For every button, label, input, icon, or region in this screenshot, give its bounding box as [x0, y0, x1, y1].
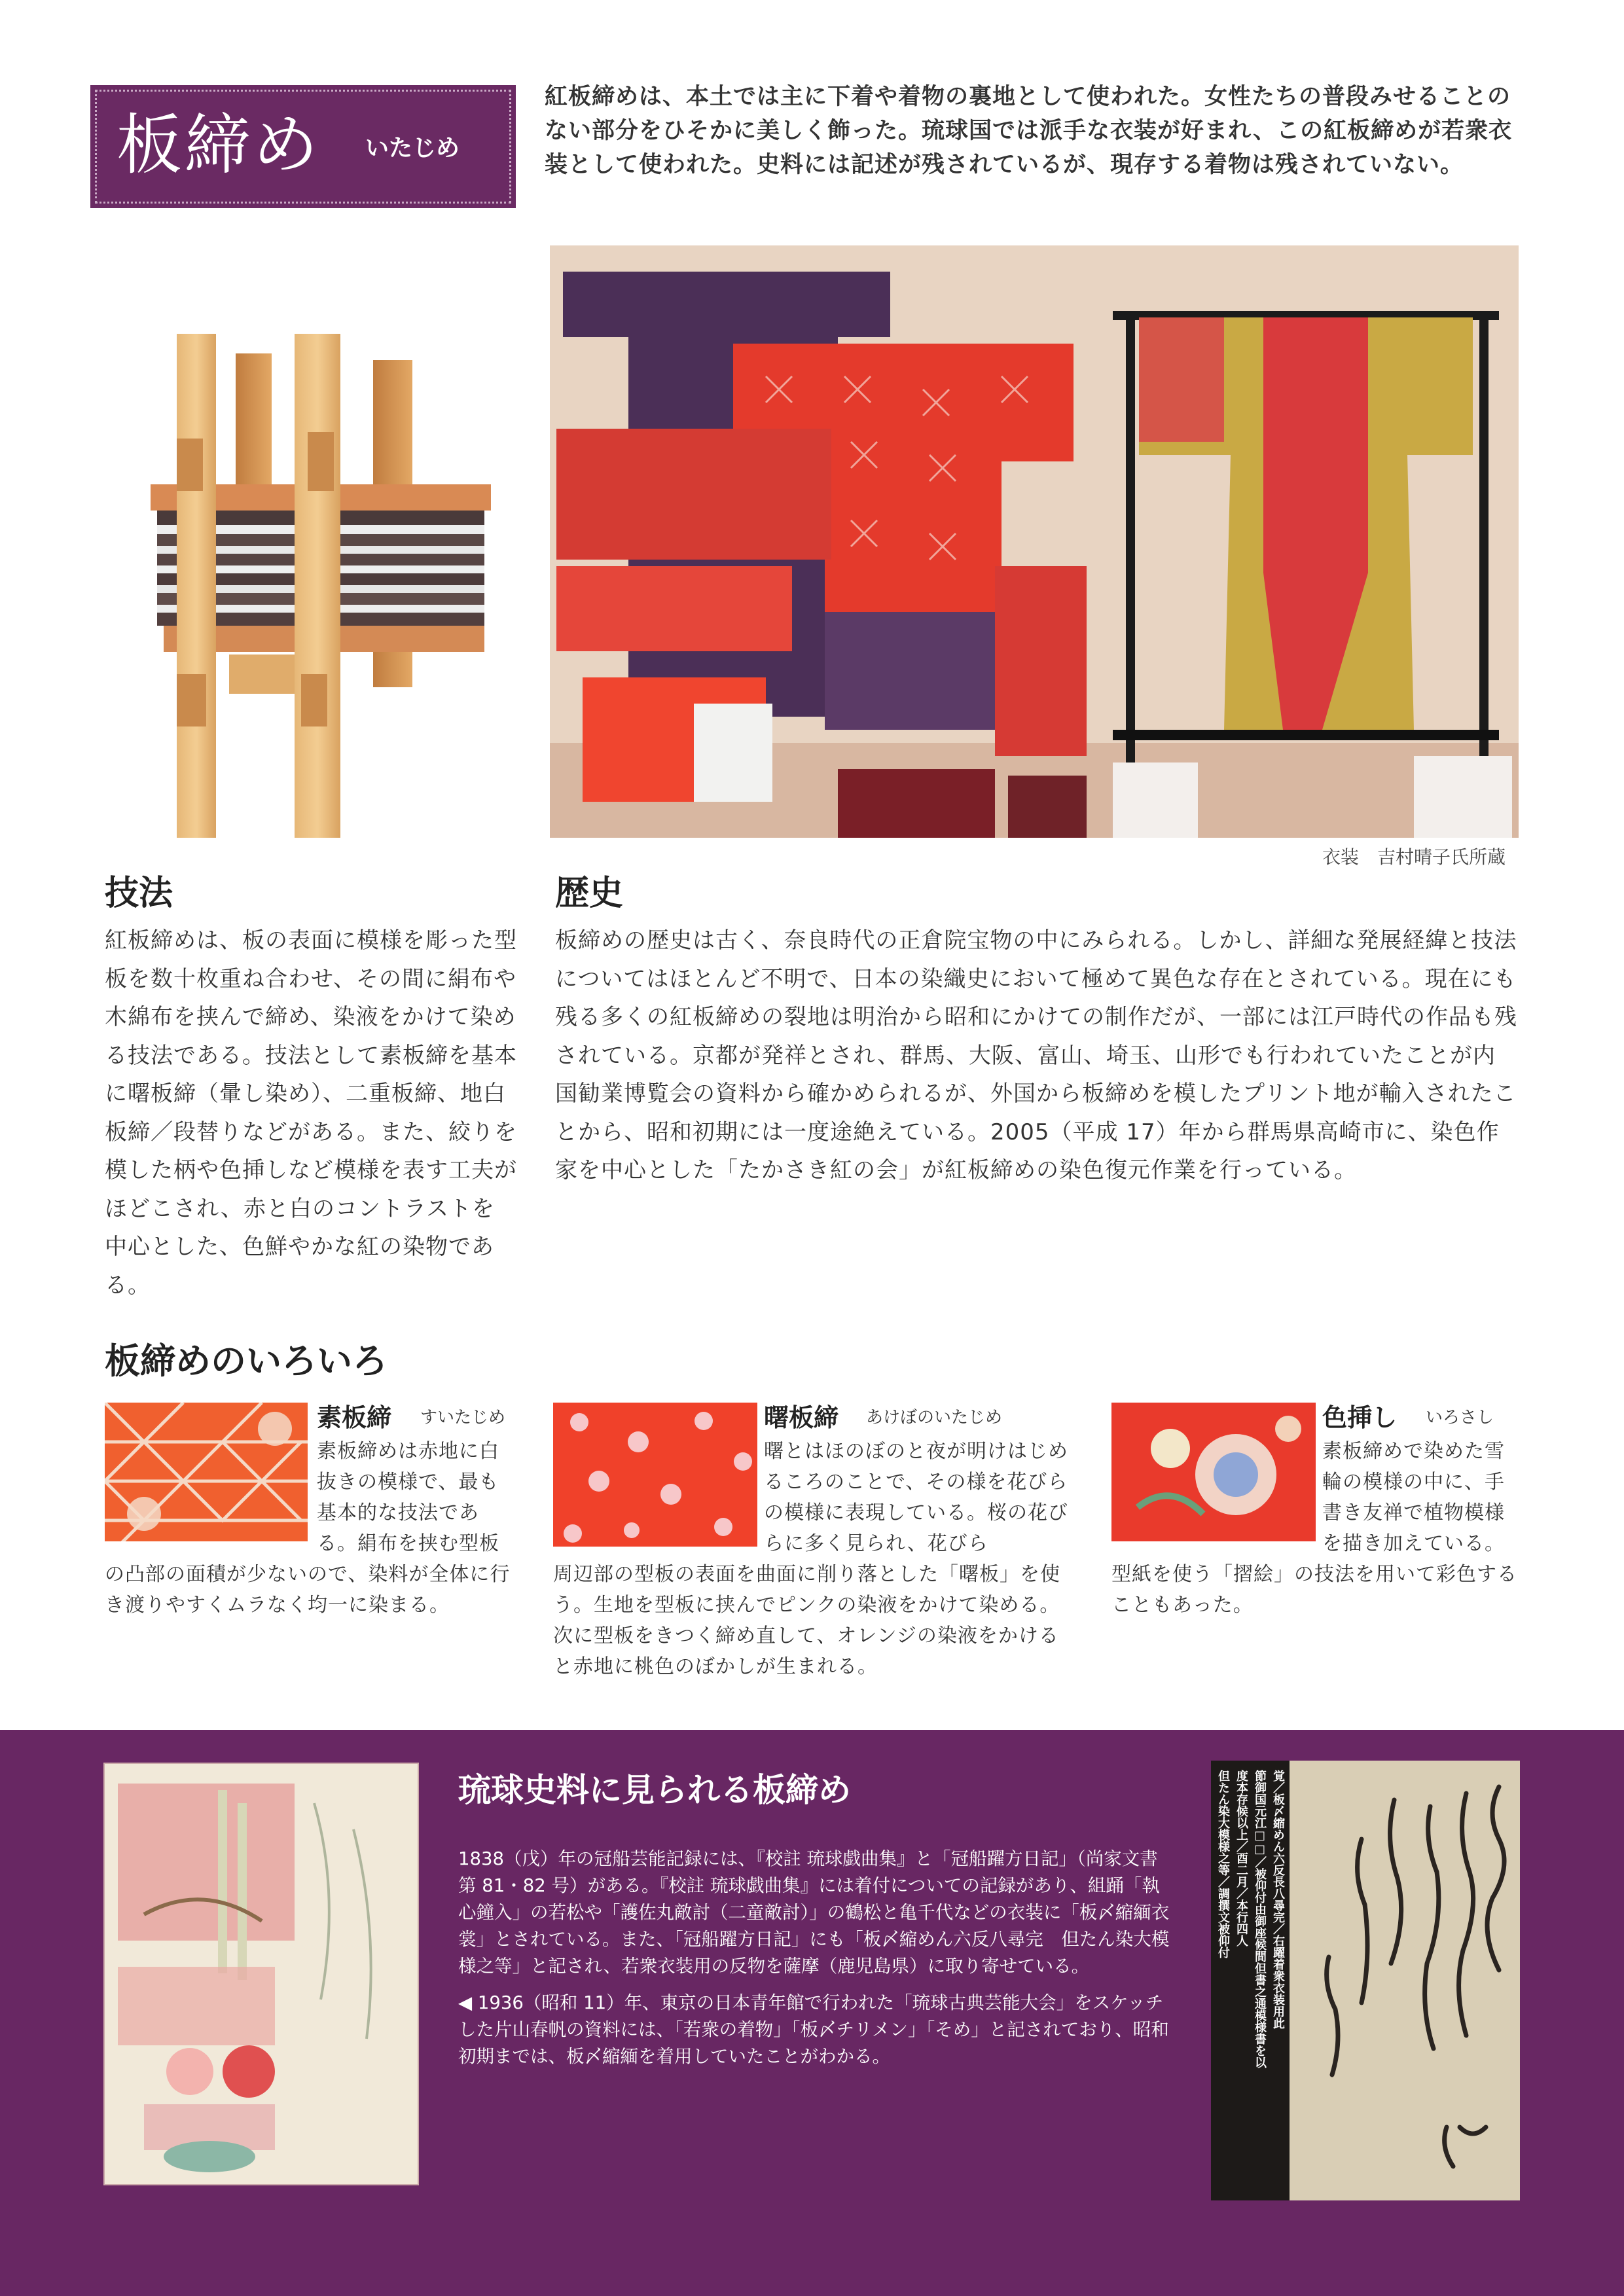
- ryukyu-paragraph-1: 1838（戊）年の冠船芸能記録には、『校註 琉球戯曲集』と「冠船躍方日記」（尚家文書第 81・82 号）がある。『校註 琉球戯曲集』には着付についての記録があり、組踊「執心鐘入」の若松や「護佐丸敵討（二童敵討）」の鶴松と亀千代などの衣装に「板〆縮緬衣裳」とされている。また、「冠船躍方日記」にも「板〆縮めん六反八尋完 但たん染大模様之等」と記され、若衆衣装用の反物を薩摩（鹿児島県）に取り寄せている。: [458, 1848, 1170, 1977]
- suitajime-text-side: 素板締めは赤地に白抜きの模様で、最も基本的な技法である。絹布を挟む型板: [317, 1440, 499, 1555]
- akebono-title: 曙板締: [764, 1403, 839, 1432]
- transcription-line-2: 節御国元江□□／被仰付由御座候間但書之通模様書を以: [1253, 1770, 1267, 2068]
- irosashi-text-side: 素板締めで染めた雪輪の模様の中に、手書き友禅で植物模様を描き加えている。: [1322, 1440, 1505, 1555]
- historical-manuscript-image: [1211, 1761, 1520, 2200]
- ryukyu-heading: 琉球史料に見られる板締め: [458, 1771, 851, 1809]
- ryukyu-paragraph-2: ◀ 1936（昭和 11）年、東京の日本青年館で行われた「琉球古典芸能大会」をスケッチした片山春帆の資料には、「若衆の着物」「板〆チリメン」「そめ」と記されており、昭和初期までは、板〆縮緬を着用していたことがわかる。: [458, 1992, 1169, 2067]
- katayama-sketch-image: [105, 1764, 418, 2184]
- irosashi-title: 色挿し: [1322, 1403, 1398, 1432]
- suitajime-reading: すいたじめ: [420, 1408, 506, 1427]
- technique-text: 紅板締めは、板の表面に模様を彫った型板を数十枚重ね合わせ、その間に絹布や木綿布を挟んで締め、染液をかけて染める技法である。技法として素板締を基本に曙板締（暈し染め）、二重板締、地白板締／段替りなどがある。また、絞りを模した柄や色挿しなど模様を表す工夫がほどこされ、赤と白のコントラストを中心とした、色鮮やかな紅の染物である。: [105, 927, 517, 1299]
- variations-heading: 板締めのいろいろ: [105, 1340, 388, 1382]
- calligraphy-manuscript: [1290, 1761, 1520, 2200]
- manuscript-transcription-strip: [1211, 1761, 1290, 2200]
- transcription-line-4: 但たん染大模様之等／調撰文被仰付: [1216, 1770, 1230, 1958]
- technique-heading: 技法: [105, 874, 173, 913]
- kimono-display-photo: [550, 245, 1519, 838]
- page-title: 板締め: [117, 107, 321, 183]
- title-reading: いたじめ: [365, 135, 460, 162]
- transcription-line-3: 度本存候以上／酉二月／本行四人: [1235, 1770, 1248, 1946]
- irosashi-text-full: 型紙を使う「摺絵」の技法を用いて彩色することもあった。: [1111, 1563, 1517, 1617]
- transcription-line-1: 覚／板〆縮めん六反長八尋完／右躍着衆衣装用此: [1271, 1770, 1285, 2029]
- akebono-swatch: [553, 1403, 757, 1547]
- suitajime-swatch: [105, 1403, 308, 1541]
- akebono-reading: あけぼのいたじめ: [866, 1408, 1003, 1427]
- suitajime-text-full: の凸部の面積が少ないので、染料が全体に行き渡りやすくムラなく均一に染まる。: [105, 1563, 511, 1617]
- history-text: 板締めの歴史は古く、奈良時代の正倉院宝物の中にみられる。しかし、詳細な発展経緯と技法についてはほとんど不明で、日本の染織史において極めて異色な存在とされている。現在にも残る多くの紅板締めの裂地は明治から昭和にかけての制作だが、一部には江戸時代の作品も残されている。京都が発祥とされ、群馬、大阪、富山、埼玉、山形でも行われていたことが内国勧業博覧会の資料から確かめられるが、外国から板締めを模したプリント地が輸入されたことから、昭和初期には一度途絶えている。2005（平成 17）年から群馬県高崎市に、染色作家を中心とした「たかさき紅の会」が紅板締めの染色復元作業を行っている。: [555, 927, 1517, 1183]
- title-badge: [90, 85, 516, 208]
- kimono-photo-caption: 衣装 吉村晴子氏所蔵: [1322, 846, 1506, 868]
- itajime-press-photo: [137, 334, 504, 838]
- history-heading: 歴史: [555, 874, 624, 913]
- akebono-text-full: 周辺部の型板の表面を曲面に削り落とした「曙板」を使う。生地を型板に挟んでピンクの染液をかけて染める。次に型板をきつく締め直して、オレンジの染液をかけると赤地に桃色のぼかしが生まれる。: [553, 1563, 1060, 1678]
- akebono-text-side: 曙とはほのぼのと夜が明けはじめるころのことで、その様を花びらの模様に表現している。桜の花びらに多く見られ、花びら: [764, 1440, 1068, 1555]
- irosashi-swatch: [1111, 1403, 1316, 1541]
- intro-text: 紅板締めは、本土では主に下着や着物の裏地として使われた。女性たちの普段みせることのない部分をひそかに美しく飾った。琉球国では派手な衣装が好まれ、この紅板締めが若衆衣装として使われた。史料には記述が残されているが、現存する着物は残されていない。: [545, 84, 1513, 178]
- irosashi-reading: いろさし: [1426, 1408, 1494, 1427]
- suitajime-title: 素板締: [317, 1403, 392, 1432]
